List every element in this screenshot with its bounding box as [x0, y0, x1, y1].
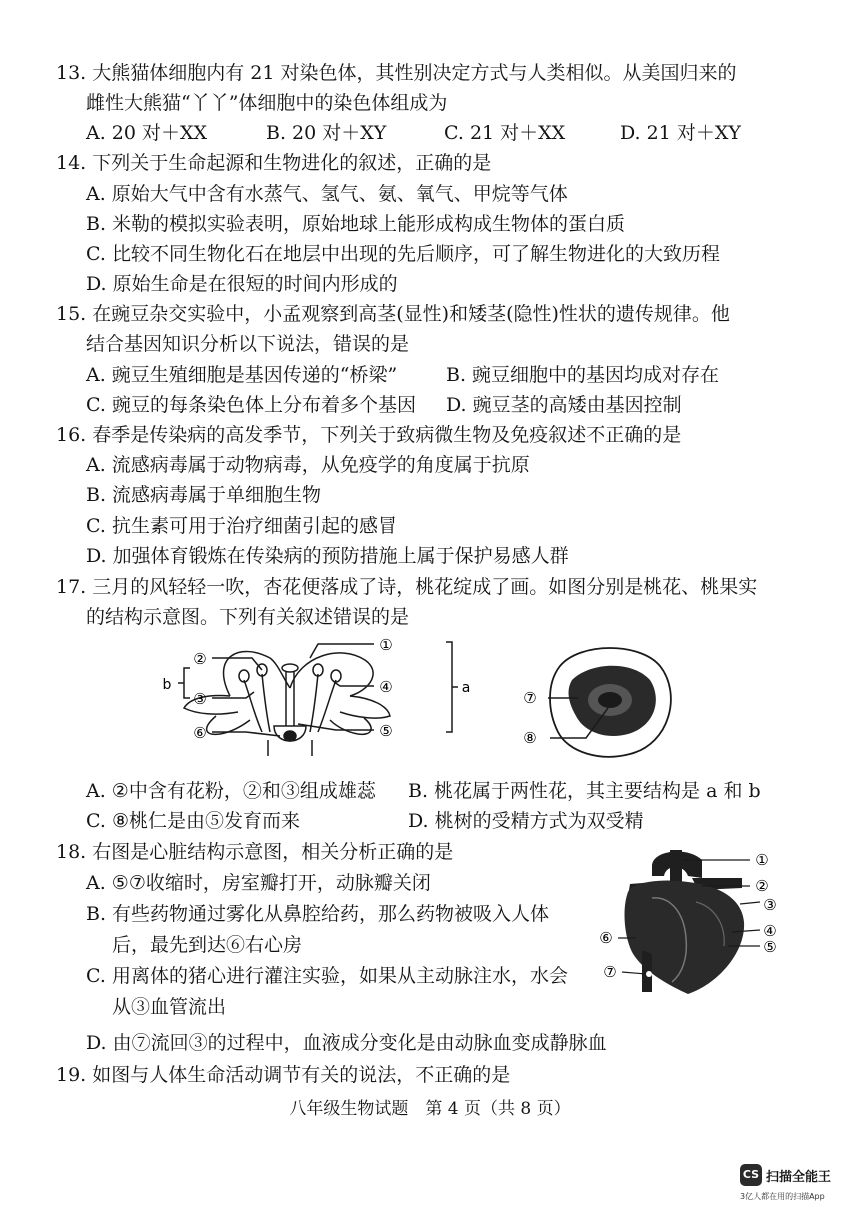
- q19-stem: 19. 如图与人体生命活动调节有关的说法，不正确的是: [56, 1064, 511, 1086]
- q18-option-c-line1: C. 用离体的猪心进行灌注实验，如果从主动脉注水，水会: [86, 965, 568, 987]
- q14-option-a: A. 原始大气中含有水蒸气、氢气、氨、氧气、甲烷等气体: [86, 183, 568, 205]
- q14-option-c: C. 比较不同生物化石在地层中出现的先后顺序，可了解生物进化的大致历程: [86, 243, 720, 265]
- q13-stem-line1: 13. 大熊猫体细胞内有 21 对染色体，其性别决定方式与人类相似。从美国归来的: [56, 62, 737, 84]
- q17-option-c: C. ⑧桃仁是由⑤发育而来: [86, 810, 300, 832]
- flower-label-3: ③: [193, 690, 207, 708]
- fruit-label-7: ⑦: [523, 689, 537, 707]
- q18-option-c-line2: 从③血管流出: [112, 996, 227, 1018]
- heart-label-7: ⑦: [603, 963, 617, 981]
- q15-option-a: A. 豌豆生殖细胞是基因传递的“桥梁”: [86, 364, 398, 386]
- flower-label-6: ⑥: [193, 724, 207, 742]
- peach-fruit-diagram: [510, 636, 700, 766]
- q17-stem-line1: 17. 三月的风轻轻一吹，杏花便落成了诗，桃花绽成了画。如图分别是桃花、桃果实: [56, 576, 758, 598]
- heart-diagram: [592, 842, 782, 1002]
- camscanner-logo-icon: CS: [740, 1164, 762, 1186]
- q18-option-b-line2: 后，最先到达⑥右心房: [112, 934, 303, 956]
- q17-stem-line2: 的结构示意图。下列有关叙述错误的是: [86, 606, 410, 628]
- fruit-label-8: ⑧: [523, 729, 537, 747]
- q18-option-a: A. ⑤⑦收缩时，房室瓣打开，动脉瓣关闭: [86, 872, 431, 894]
- q17-option-b: B. 桃花属于两性花，其主要结构是 a 和 b: [408, 780, 761, 802]
- flower-label-1: ①: [379, 636, 393, 654]
- q18-stem: 18. 右图是心脏结构示意图，相关分析正确的是: [56, 841, 454, 863]
- q18-option-b-line1: B. 有些药物通过雾化从鼻腔给药，那么药物被吸入人体: [86, 903, 550, 925]
- q17-option-a: A. ②中含有花粉，②和③组成雄蕊: [86, 780, 376, 802]
- flower-label-b: b: [162, 677, 172, 693]
- flower-label-2: ②: [193, 650, 207, 668]
- q13-stem-line2: 雌性大熊猫“丫丫”体细胞中的染色体组成为: [86, 92, 448, 114]
- q17-option-d: D. 桃树的受精方式为双受精: [408, 810, 644, 832]
- camscanner-name: 扫描全能王: [766, 1170, 832, 1185]
- q15-option-d: D. 豌豆茎的高矮由基因控制: [446, 394, 682, 416]
- q13-option-a: A. 20 对＋XX: [86, 122, 208, 144]
- q15-stem-line2: 结合基因知识分析以下说法，错误的是: [86, 333, 410, 355]
- q13-option-b: B. 20 对＋XY: [266, 122, 387, 144]
- heart-label-3: ③: [763, 896, 777, 914]
- q13-option-c: C. 21 对＋XX: [444, 122, 566, 144]
- q15-stem-line1: 15. 在豌豆杂交实验中，小孟观察到高茎(显性)和矮茎(隐性)性状的遗传规律。他: [56, 303, 730, 325]
- q16-stem: 16. 春季是传染病的高发季节，下列关于致病微生物及免疫叙述不正确的是: [56, 424, 682, 446]
- heart-label-4: ④: [763, 922, 777, 940]
- q14-stem: 14. 下列关于生命起源和生物进化的叙述，正确的是: [56, 152, 492, 174]
- q16-option-c: C. 抗生素可用于治疗细菌引起的感冒: [86, 515, 397, 537]
- q16-option-a: A. 流感病毒属于动物病毒，从免疫学的角度属于抗原: [86, 454, 530, 476]
- q15-option-b: B. 豌豆细胞中的基因均成对存在: [446, 364, 720, 386]
- flower-label-4: ④: [379, 678, 393, 696]
- camscanner-tagline: 3亿人都在用的扫描App: [740, 1192, 825, 1201]
- q15-option-c: C. 豌豆的每条染色体上分布着多个基因: [86, 394, 416, 416]
- q16-option-d: D. 加强体育锻炼在传染病的预防措施上属于保护易感人群: [86, 545, 569, 567]
- q13-option-d: D. 21 对＋XY: [620, 122, 741, 144]
- heart-label-2: ②: [755, 877, 769, 895]
- peach-flower-diagram: [150, 636, 480, 756]
- flower-label-5: ⑤: [379, 722, 393, 740]
- heart-label-6: ⑥: [599, 929, 613, 947]
- page-footer: 八年级生物试题 第 4 页（共 8 页）: [289, 1099, 571, 1119]
- flower-label-a: a: [461, 680, 471, 696]
- q16-option-b: B. 流感病毒属于单细胞生物: [86, 484, 322, 506]
- heart-label-1: ①: [755, 851, 769, 869]
- q14-option-b: B. 米勒的模拟实验表明，原始地球上能形成构成生物体的蛋白质: [86, 213, 626, 235]
- q14-option-d: D. 原始生命是在很短的时间内形成的: [86, 273, 398, 295]
- heart-label-5: ⑤: [763, 938, 777, 956]
- q18-option-d: D. 由⑦流回③的过程中，血液成分变化是由动脉血变成静脉血: [86, 1032, 607, 1054]
